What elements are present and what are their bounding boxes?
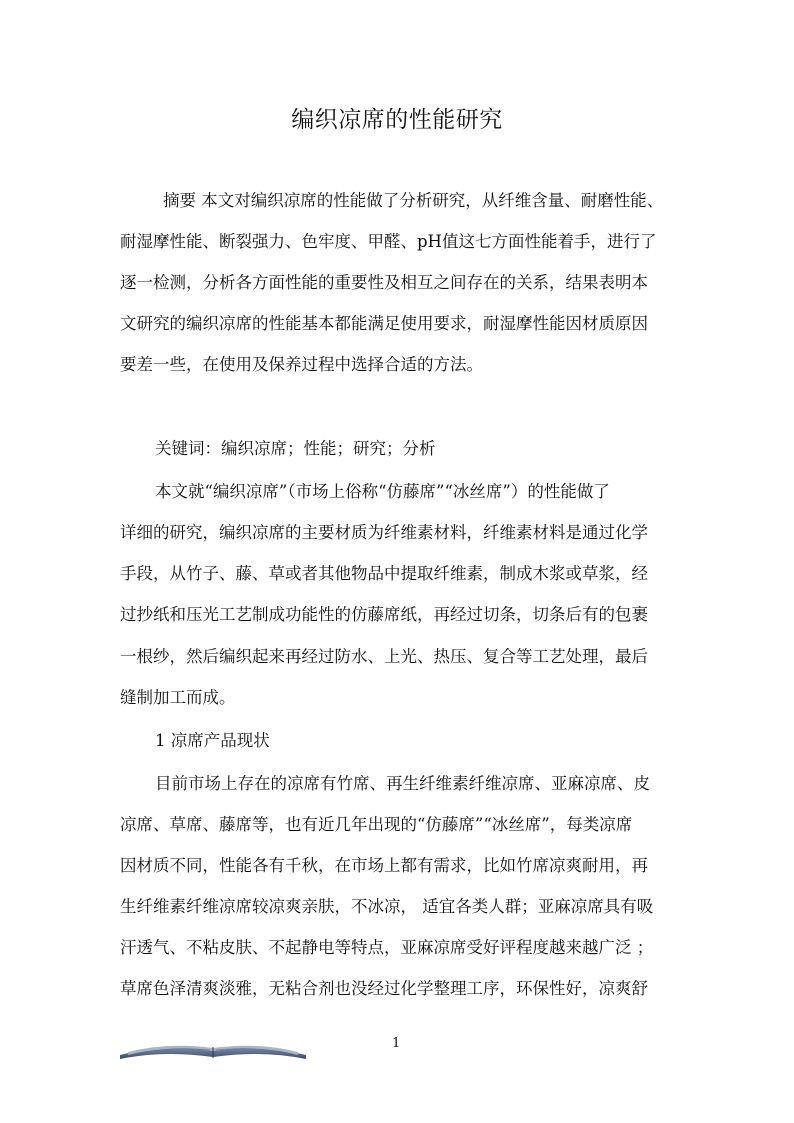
section-line: 汗透气、不粘皮肤、不起静电等特点，亚麻凉席受好评程度越来越广泛 ； xyxy=(120,938,654,957)
section-heading: 1 凉席产品现状 xyxy=(155,731,270,750)
section-line: 生纤维素纤维凉席较凉爽亲肤，不冰凉， 适宜各类人群；亚麻凉席具有吸 xyxy=(120,897,654,916)
intro-line: 一根纱，然后编织起来再经过防水、上光、热压、复合等工艺处理，最后 xyxy=(120,647,648,666)
intro-line: 手段，从竹子、藤、草或者其他物品中提取纤维素，制成木浆或草浆，经 xyxy=(120,564,648,583)
intro-line: 过抄纸和压光工艺制成功能性的仿藤席纸，再经过切条，切条后有的包裹 xyxy=(120,605,648,624)
intro-line: 本文就“编织凉席”（市场上俗称“仿藤席”“冰丝席”）的性能做了 xyxy=(155,482,610,501)
abstract-line: 逐一检测，分析各方面性能的重要性及相互之间存在的关系，结果表明本 xyxy=(120,273,648,292)
book-logo-icon xyxy=(118,1038,308,1060)
document-title: 编织凉席的性能研究 xyxy=(291,107,503,133)
section-line: 目前市场上存在的凉席有竹席、再生纤维素纤维凉席、亚麻凉席、皮 xyxy=(155,774,650,793)
section-line: 草席色泽清爽淡雅，无粘合剂也没经过化学整理工序，环保性好，凉爽舒 xyxy=(120,979,648,998)
abstract-line: 要差一些，在使用及保养过程中选择合适的方法。 xyxy=(120,355,483,374)
section-line: 因材质不同，性能各有千秋，在市场上都有需求，比如竹席凉爽耐用，再 xyxy=(120,856,648,875)
intro-line: 缝制加工而成。 xyxy=(120,688,236,707)
abstract-line: 摘要 本文对编织凉席的性能做了分析研究，从纤维含量、耐磨性能、 xyxy=(163,191,664,210)
intro-line: 详细的研究，编织凉席的主要材质为纤维素材料，纤维素材料是通过化学 xyxy=(120,523,648,542)
keywords-line: 关键词：编织凉席；性能；研究；分析 xyxy=(155,439,436,458)
section-line: 凉席、草席、藤席等，也有近几年出现的“仿藤席”“冰丝席”，每类凉席 xyxy=(120,815,633,834)
abstract-line: 耐湿摩性能、断裂强力、色牢度、甲醛、pH值这七方面性能着手，进行了 xyxy=(120,232,657,251)
page-number: 1 xyxy=(392,1036,401,1051)
abstract-line: 文研究的编织凉席的性能基本都能满足使用要求，耐湿摩性能因材质原因 xyxy=(120,314,648,333)
